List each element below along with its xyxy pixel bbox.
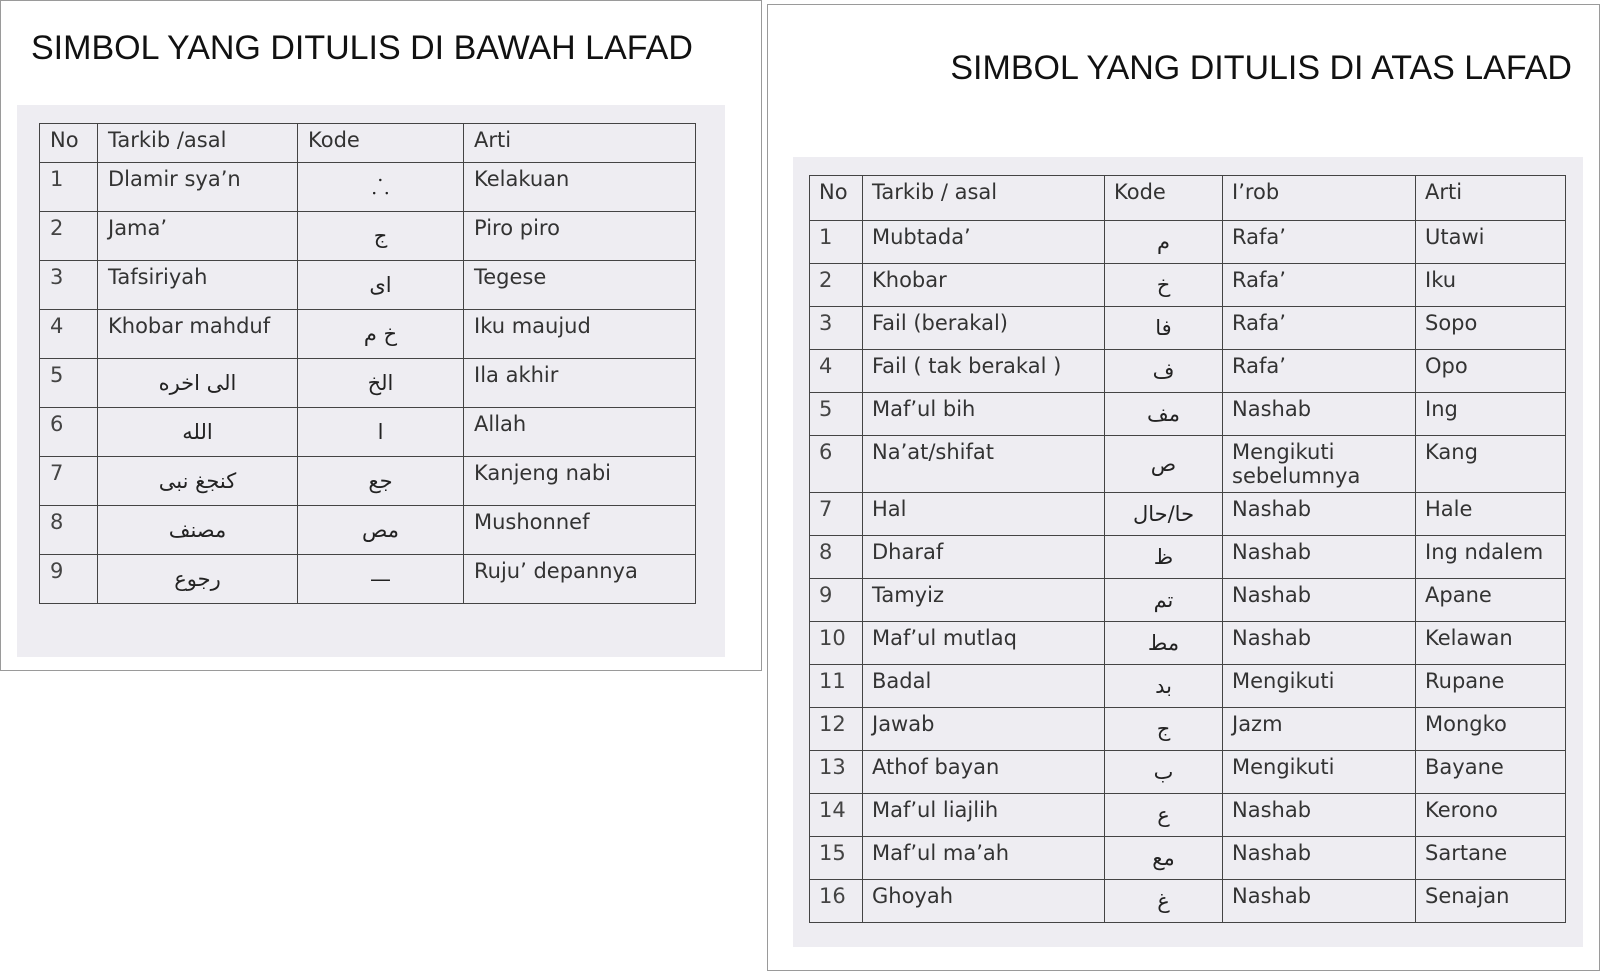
row-tarkib: Dlamir sya’n	[98, 163, 298, 212]
row-tarkib: Jawab	[863, 708, 1105, 751]
table-row	[810, 837, 1566, 880]
row-arti: Senajan	[1416, 880, 1566, 923]
left-scan-image	[17, 105, 725, 657]
right-table-header	[810, 176, 1566, 221]
row-arti: Ing	[1416, 393, 1566, 436]
row-tarkib: Fail (berakal)	[863, 307, 1105, 350]
row-no: 4	[40, 310, 98, 359]
row-tarkib: Maf’ul mutlaq	[863, 622, 1105, 665]
table-row	[40, 555, 696, 604]
row-tarkib: رجوع	[98, 555, 298, 604]
row-arti: Kelakuan	[464, 163, 696, 212]
row-arti: Kelawan	[1416, 622, 1566, 665]
row-tarkib: Ghoyah	[863, 880, 1105, 923]
row-tarkib: Hal	[863, 493, 1105, 536]
row-no: 1	[810, 221, 863, 264]
row-irob: Rafa’	[1223, 307, 1416, 350]
row-kode: مص	[298, 506, 464, 555]
table-row	[810, 708, 1566, 751]
row-arti: Ruju’ depannya	[464, 555, 696, 604]
row-tarkib: Badal	[863, 665, 1105, 708]
right-title: SIMBOL YANG DITULIS DI ATAS LAFAD	[950, 49, 1572, 87]
header-no: No	[810, 176, 863, 221]
row-no: 7	[810, 493, 863, 536]
table-row	[40, 359, 696, 408]
header-kode: Kode	[1105, 176, 1223, 221]
row-no: 10	[810, 622, 863, 665]
row-arti: Kanjeng nabi	[464, 457, 696, 506]
row-arti: Tegese	[464, 261, 696, 310]
row-kode: ⸫	[298, 163, 464, 212]
left-table-header	[40, 124, 696, 163]
row-kode: فا	[1105, 307, 1223, 350]
row-kode: ظ	[1105, 536, 1223, 579]
row-tarkib: Khobar mahduf	[98, 310, 298, 359]
row-tarkib: Khobar	[863, 264, 1105, 307]
row-irob: Nashab	[1223, 622, 1416, 665]
row-no: 3	[40, 261, 98, 310]
left-table	[39, 123, 696, 604]
table-row	[810, 393, 1566, 436]
row-irob: Rafa’	[1223, 264, 1416, 307]
row-arti: Sopo	[1416, 307, 1566, 350]
row-kode: ف	[1105, 350, 1223, 393]
row-kode: بد	[1105, 665, 1223, 708]
row-no: 2	[810, 264, 863, 307]
table-row	[810, 751, 1566, 794]
row-arti: Ing ndalem	[1416, 536, 1566, 579]
row-tarkib: Jama’	[98, 212, 298, 261]
table-row	[810, 436, 1566, 493]
row-no: 8	[810, 536, 863, 579]
table-row	[40, 163, 696, 212]
header-no: No	[40, 124, 98, 163]
table-row	[810, 536, 1566, 579]
row-tarkib: كنجغ نبى	[98, 457, 298, 506]
row-irob: Nashab	[1223, 393, 1416, 436]
table-row	[810, 307, 1566, 350]
row-no: 6	[40, 408, 98, 457]
row-tarkib: Na’at/shifat	[863, 436, 1105, 493]
row-irob: Nashab	[1223, 493, 1416, 536]
table-row	[810, 221, 1566, 264]
table-row	[40, 212, 696, 261]
row-kode: م	[1105, 221, 1223, 264]
row-no: 13	[810, 751, 863, 794]
row-arti: Kerono	[1416, 794, 1566, 837]
row-tarkib: Fail ( tak berakal )	[863, 350, 1105, 393]
row-tarkib: Maf’ul liajlih	[863, 794, 1105, 837]
row-no: 16	[810, 880, 863, 923]
row-kode: جع	[298, 457, 464, 506]
table-row	[810, 622, 1566, 665]
row-tarkib: Tamyiz	[863, 579, 1105, 622]
row-irob: Nashab	[1223, 880, 1416, 923]
row-arti: Iku maujud	[464, 310, 696, 359]
row-kode: ص	[1105, 436, 1223, 493]
header-arti: Arti	[464, 124, 696, 163]
row-tarkib: مصنف	[98, 506, 298, 555]
row-tarkib: الله	[98, 408, 298, 457]
left-title: SIMBOL YANG DITULIS DI BAWAH LAFAD	[31, 29, 693, 67]
row-arti: Sartane	[1416, 837, 1566, 880]
row-arti: Kang	[1416, 436, 1566, 493]
row-arti: Apane	[1416, 579, 1566, 622]
table-row	[810, 579, 1566, 622]
row-irob: Rafa’	[1223, 221, 1416, 264]
row-kode: ج	[298, 212, 464, 261]
row-kode: مط	[1105, 622, 1223, 665]
right-panel	[767, 4, 1600, 971]
row-kode: الخ	[298, 359, 464, 408]
right-scan-image	[793, 157, 1583, 947]
table-row	[810, 794, 1566, 837]
row-no: 5	[40, 359, 98, 408]
row-no: 2	[40, 212, 98, 261]
row-no: 6	[810, 436, 863, 493]
row-kode: مف	[1105, 393, 1223, 436]
header-irob: I’rob	[1223, 176, 1416, 221]
row-irob: Jazm	[1223, 708, 1416, 751]
table-row	[40, 310, 696, 359]
row-no: 14	[810, 794, 863, 837]
table-row	[810, 493, 1566, 536]
row-kode: تم	[1105, 579, 1223, 622]
row-no: 15	[810, 837, 863, 880]
row-tarkib: Athof bayan	[863, 751, 1105, 794]
table-row	[40, 261, 696, 310]
row-arti: Iku	[1416, 264, 1566, 307]
row-irob: Mengikuti sebelumnya	[1223, 436, 1416, 493]
row-tarkib: Tafsiriyah	[98, 261, 298, 310]
table-row	[810, 264, 1566, 307]
row-arti: Piro piro	[464, 212, 696, 261]
row-irob: Rafa’	[1223, 350, 1416, 393]
row-irob: Nashab	[1223, 579, 1416, 622]
row-irob: Nashab	[1223, 837, 1416, 880]
row-irob: Nashab	[1223, 536, 1416, 579]
row-no: 11	[810, 665, 863, 708]
table-row	[40, 506, 696, 555]
row-arti: Hale	[1416, 493, 1566, 536]
row-tarkib: Mubtada’	[863, 221, 1105, 264]
row-tarkib: الى اخره	[98, 359, 298, 408]
row-tarkib: Dharaf	[863, 536, 1105, 579]
row-tarkib: Maf’ul ma’ah	[863, 837, 1105, 880]
row-no: 1	[40, 163, 98, 212]
row-arti: Ila akhir	[464, 359, 696, 408]
row-kode: اى	[298, 261, 464, 310]
row-irob: Mengikuti	[1223, 665, 1416, 708]
row-no: 5	[810, 393, 863, 436]
row-no: 8	[40, 506, 98, 555]
row-arti: Mushonnef	[464, 506, 696, 555]
row-arti: Mongko	[1416, 708, 1566, 751]
row-arti: Bayane	[1416, 751, 1566, 794]
row-kode: ع	[1105, 794, 1223, 837]
row-arti: Allah	[464, 408, 696, 457]
table-row	[810, 880, 1566, 923]
row-arti: Rupane	[1416, 665, 1566, 708]
row-kode: مع	[1105, 837, 1223, 880]
row-kode: —	[298, 555, 464, 604]
row-no: 9	[40, 555, 98, 604]
table-row	[810, 350, 1566, 393]
left-panel	[0, 0, 762, 671]
row-kode: حا/حال	[1105, 493, 1223, 536]
header-tarkib: Tarkib / asal	[863, 176, 1105, 221]
row-kode: ب	[1105, 751, 1223, 794]
row-no: 9	[810, 579, 863, 622]
row-kode: غ	[1105, 880, 1223, 923]
row-irob: Nashab	[1223, 794, 1416, 837]
row-no: 4	[810, 350, 863, 393]
table-row	[810, 665, 1566, 708]
row-arti: Opo	[1416, 350, 1566, 393]
row-tarkib: Maf’ul bih	[863, 393, 1105, 436]
header-arti: Arti	[1416, 176, 1566, 221]
row-no: 12	[810, 708, 863, 751]
header-tarkib: Tarkib /asal	[98, 124, 298, 163]
right-table	[809, 175, 1566, 923]
table-row	[40, 408, 696, 457]
row-irob: Mengikuti	[1223, 751, 1416, 794]
row-kode: خ م	[298, 310, 464, 359]
row-no: 7	[40, 457, 98, 506]
header-kode: Kode	[298, 124, 464, 163]
table-row	[40, 457, 696, 506]
row-kode: ج	[1105, 708, 1223, 751]
row-arti: Utawi	[1416, 221, 1566, 264]
row-kode: خ	[1105, 264, 1223, 307]
row-kode: ا	[298, 408, 464, 457]
row-no: 3	[810, 307, 863, 350]
